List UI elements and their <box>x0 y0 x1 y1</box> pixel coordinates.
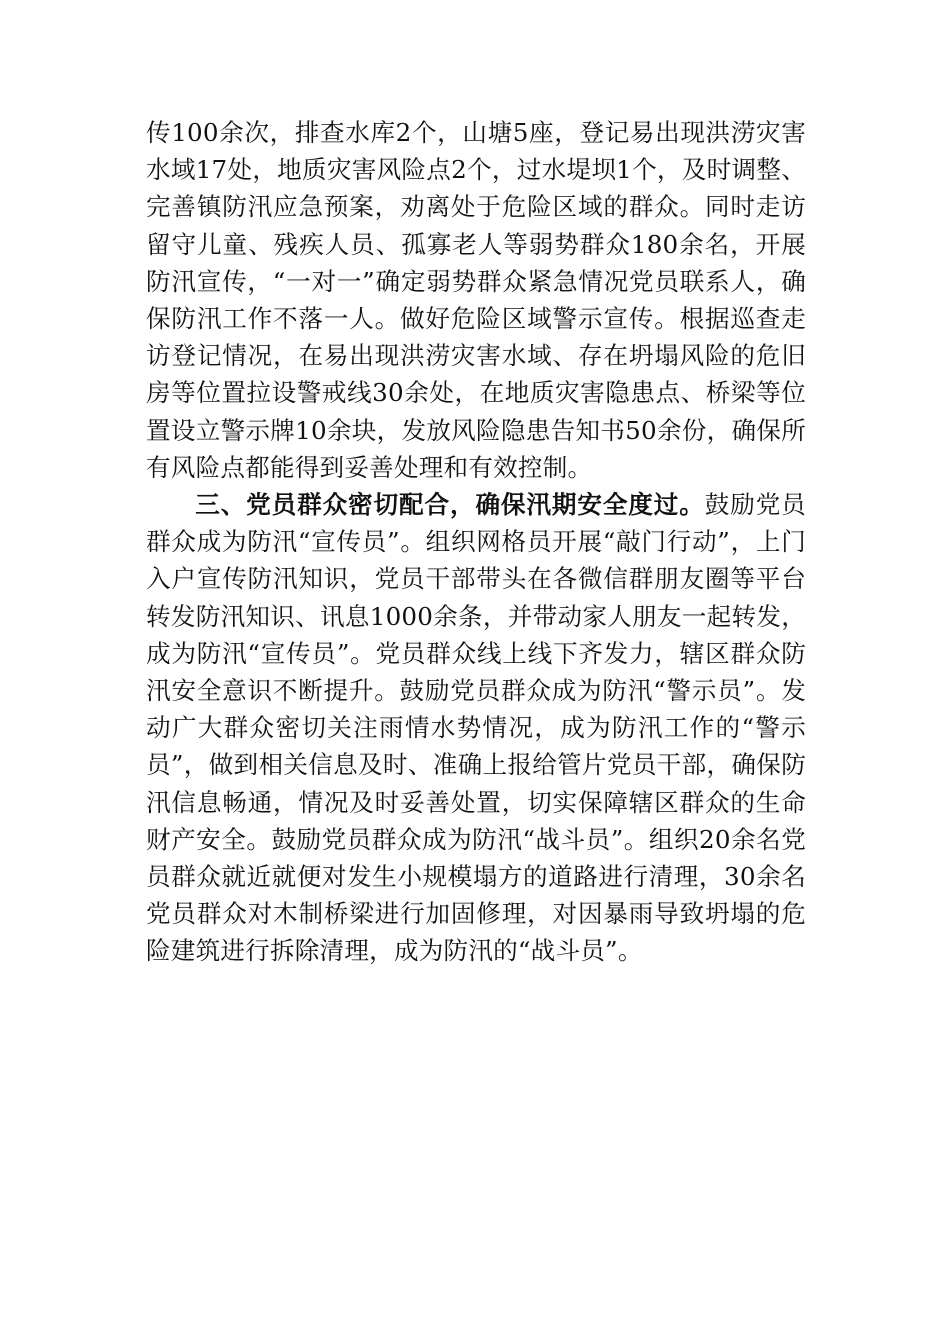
section-heading: 三、党员群众密切配合，确保汛期安全度过。 <box>195 490 705 520</box>
paragraph-section-three <box>146 486 806 970</box>
section-body: 鼓励党员群众成为防汛“宣传员”。组织网格员开展“敲门行动”，上门入户宣传防汛知识，党员干部带头在各微信群朋友圈等平台转发防汛知识、讯息1000余条，并带动家人朋友一起转发，成为防汛“宣传员”。党员群众线上线下齐发力，辖区群众防汛安全意识不断提升。鼓励党员群众成为防汛“警示员”。发动广大群众密切关注雨情水势情况，成为防汛工作的“警示员”，做到相关信息及时、准确上报给管片党员干部，确保防汛信息畅通，情况及时妥善处置，切实保障辖区群众的生命财产安全。鼓励党员群众成为防汛“战斗员”。组织20余名党员群众就近就便对发生小规模塌方的道路进行清理，30余名党员群众对木制桥梁进行加固修理，对因暴雨导致坍塌的危险建筑进行拆除清理，成为防汛的“战斗员”。 <box>146 490 806 966</box>
paragraph-continuation: 传100余次，排查水库2个，山塘5座，登记易出现洪涝灾害水域17处，地质灾害风险点2个，过水堤坝1个，及时调整、完善镇防汛应急预案，劝离处于危险区域的群众。同时走访留守儿童、残疾人员、孤寡老人等弱势群众180余名，开展防汛宣传，“一对一”确定弱势群众紧急情况党员联系人，确保防汛工作不落一人。做好危险区域警示宣传。根据巡查走访登记情况，在易出现洪涝灾害水域、存在坍塌风险的危旧房等位置拉设警戒线30余处，在地质灾害隐患点、桥梁等位置设立警示牌10余块，发放风险隐患告知书50余份，确保所有风险点都能得到妥善处理和有效控制。 <box>146 118 806 482</box>
document-body <box>146 114 806 970</box>
